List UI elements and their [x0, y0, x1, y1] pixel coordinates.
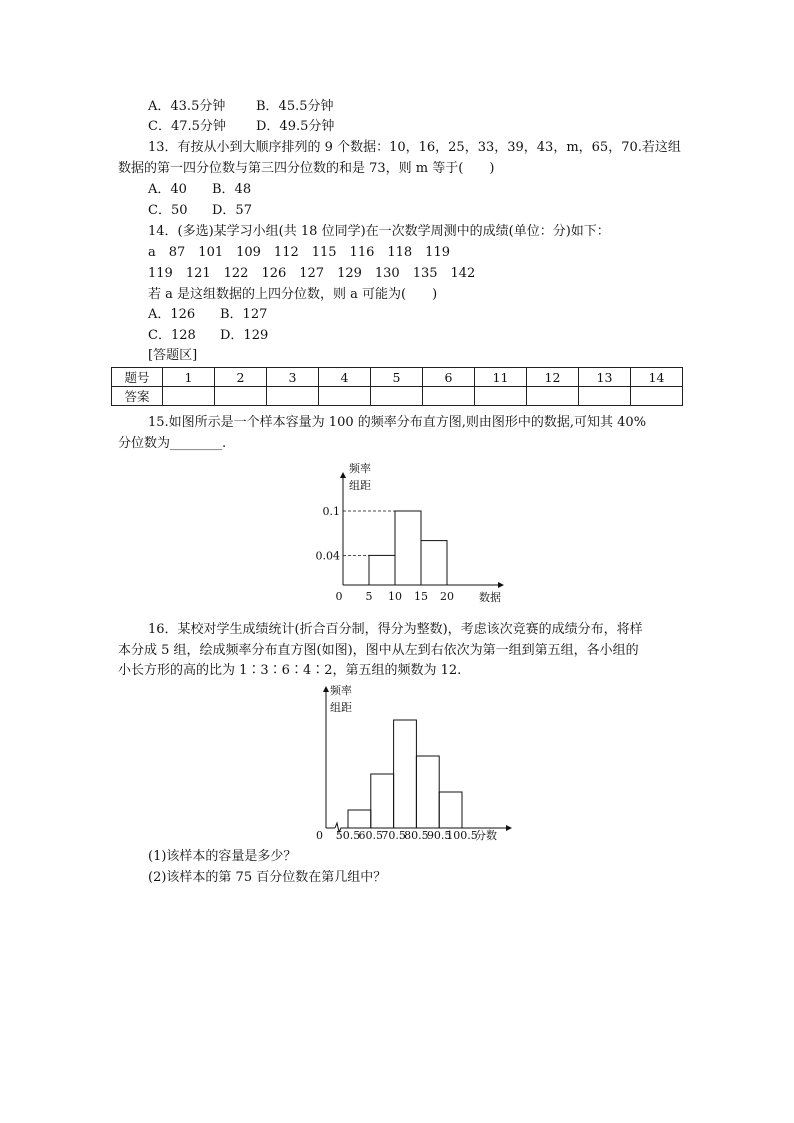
answer-table-header-number: 题号 [112, 368, 163, 387]
answer-cell[interactable] [215, 387, 267, 406]
q16-line-1: 16．某校对学生成绩统计(折合百分制，得分为整数)，考虑该次竞赛的成绩分布，将样 [148, 622, 643, 637]
origin-label: 0 [335, 590, 343, 603]
y-tick-label: 0.04 [315, 549, 340, 563]
answer-table-number: 11 [475, 368, 527, 387]
answer-cell[interactable] [371, 387, 423, 406]
answer-table-number: 13 [579, 368, 631, 387]
x-axis-arrow [498, 582, 504, 588]
answer-table-header-answer: 答案 [112, 387, 163, 406]
answer-cell[interactable] [163, 387, 215, 406]
answer-table-number: 12 [527, 368, 579, 387]
x-tick-label: 60.5 [358, 829, 384, 842]
x-tick-label: 70.5 [381, 829, 406, 842]
answer-cell[interactable] [423, 387, 475, 406]
y-axis-label-bottom: 组距 [349, 479, 371, 492]
y-axis-label-top: 频率 [349, 462, 371, 475]
q13-option-a: A．40 [148, 182, 187, 197]
answer-area-label: [答题区] [148, 348, 198, 363]
histogram-bar [348, 810, 371, 828]
x-tick-label: 20 [440, 590, 454, 603]
x-tick-label: 50.5 [335, 829, 361, 842]
y-axis-label-bottom: 组距 [330, 701, 352, 714]
q13-line-1: 13．有按从小到大顺序排列的 9 个数据：10，16，25，33，39，43，m，65，70.若这组 [148, 140, 681, 155]
q16-sub-question-1: (1)该样本的容量是多少？ [148, 849, 297, 864]
y-tick-label: 0.1 [322, 505, 340, 518]
q14-line-1: 14．(多选)某学习小组(共 18 位同学)在一次数学周测中的成绩(单位：分)如下： [148, 224, 610, 239]
answer-table-number: 1 [163, 368, 215, 387]
y-axis-label-top: 频率 [330, 684, 352, 697]
answer-table-number: 6 [423, 368, 475, 387]
x-tick-label: 80.5 [404, 829, 429, 842]
q15-line-1: 15.如图所示是一个样本容量为 100 的频率分布直方图,则由图形中的数据,可知其 40% [148, 415, 647, 430]
histogram-bar [394, 720, 417, 828]
histogram-bar [395, 511, 421, 585]
q13-option-d: D．57 [212, 203, 252, 218]
x-axis-arrow [506, 825, 512, 831]
q14-scores-row-2: 119 121 122 126 127 129 130 135 142 [148, 266, 476, 281]
x-axis-label: 数据 [479, 591, 501, 604]
q16-line-3: 小长方形的高的比为 1∶3∶6∶4∶2，第五组的频数为 12. [118, 663, 462, 678]
x-axis-label: 分数 [475, 829, 497, 842]
q16-line-2: 本分成 5 组，绘成频率分布直方图(如图)，图中从左到右依次为第一组到第五组，各小组的 [118, 643, 639, 658]
histogram-bar [421, 541, 447, 585]
x-tick-label: 10 [388, 590, 402, 603]
q14-option-b: B．127 [220, 307, 268, 322]
x-tick-label: 90.5 [426, 829, 452, 842]
q14-line-4: 若 a 是这组数据的上四分位数，则 a 可能为( ) [148, 287, 438, 302]
q13-option-c: C．50 [148, 203, 188, 218]
q12-option-c: C．47.5分钟 [148, 119, 226, 134]
y-axis-arrow [323, 686, 329, 692]
histogram-bar [439, 792, 462, 828]
q14-option-c: C．128 [148, 328, 196, 343]
q14-option-a: A．126 [148, 307, 196, 322]
x-tick-label: 100.5 [446, 829, 478, 842]
answer-cell[interactable] [527, 387, 579, 406]
histogram-bar [371, 774, 394, 828]
answer-cell[interactable] [631, 387, 683, 406]
x-tick-label: 5 [365, 590, 373, 603]
q15-histogram [315, 458, 508, 608]
q15-line-2: 分位数为________. [118, 436, 227, 451]
q12-option-b: B．45.5分钟 [256, 99, 334, 114]
q16-histogram [308, 680, 518, 848]
histogram-bar [369, 555, 395, 585]
y-axis-arrow [340, 472, 346, 478]
histogram-bar [416, 756, 439, 828]
q13-option-b: B．48 [212, 182, 252, 197]
q12-option-a: A．43.5分钟 [148, 99, 226, 114]
answer-cell[interactable] [267, 387, 319, 406]
q12-option-d: D．49.5分钟 [256, 119, 335, 134]
origin-label: 0 [316, 829, 323, 842]
x-tick-label: 15 [414, 590, 428, 603]
answer-cell[interactable] [475, 387, 527, 406]
answer-cell[interactable] [579, 387, 631, 406]
q16-sub-question-2: (2)该样本的第 75 百分位数在第几组中？ [148, 870, 387, 885]
answer-table [111, 367, 683, 406]
q13-line-2: 数据的第一四分位数与第三四分位数的和是 73，则 m 等于( ) [118, 161, 495, 176]
q14-scores-row-1: a 87 101 109 112 115 116 118 119 [148, 245, 450, 260]
answer-table-number: 2 [215, 368, 267, 387]
q14-option-d: D．129 [220, 328, 269, 343]
answer-table-number-row [112, 368, 683, 387]
answer-table-number: 3 [267, 368, 319, 387]
answer-table-number: 14 [631, 368, 683, 387]
answer-cell[interactable] [319, 387, 371, 406]
answer-table-answer-row [112, 387, 683, 406]
answer-table-number: 5 [371, 368, 423, 387]
answer-table-number: 4 [319, 368, 371, 387]
